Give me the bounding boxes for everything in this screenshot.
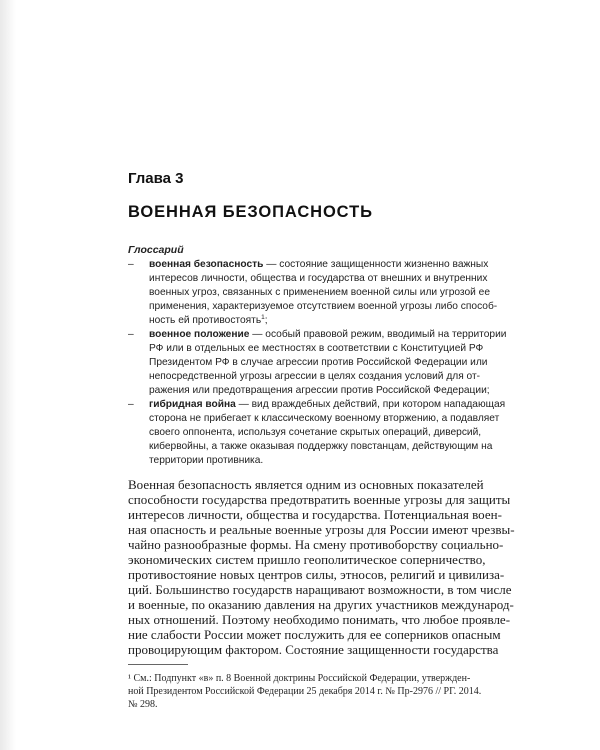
glossary-term: военная безопасность [149,259,264,270]
glossary-line: Президентом РФ в случае агрессии против Российской Федерации или [149,357,488,368]
body-line: провоцирующим фактором. Состояние защищенности государства [128,642,499,657]
glossary-term: военное положение [149,329,250,340]
glossary-line: применения, характеризуемое отсутствием военной угрозы либо способ- [149,301,498,312]
glossary-line: непосредственной угрозы агрессии в целях создания условий для от- [149,371,481,382]
glossary-line: ность ей противостоять$^1$; [149,314,268,326]
glossary-term: гибридная война [149,399,236,410]
chapter-title: ВОЕННАЯ БЕЗОПАСНОСТЬ [128,203,373,221]
body-line: ние слабости России может послужить для ее соперников опасным [128,627,501,642]
footnote-ref[interactable]: 1 [261,314,265,321]
glossary-line: сторона не прибегает к классическому военному вторжению, а подавляет [149,413,500,424]
glossary-heading: Глоссарий [128,244,184,256]
glossary-line: гибридная война — вид враждебных действий, при котором нападающая [149,399,506,410]
body-line: способности государства предотвратить военные угрозы для защиты [128,492,511,507]
glossary-line: своего оппонента, используя сочетание скрытых операций, диверсий, [149,427,482,438]
body-line: противостояние новых центров силы, этносов, религий и цивилиза- [128,567,505,582]
glossary-line: кибервойны, а также оказывая поддержку повстанцам, действующим на [149,441,493,452]
body-line: ных отношений. Поэтому необходимо понимать, что любое проявле- [128,612,511,627]
glossary-line: интересов личности, общества и государства от внешних и внутренних [149,273,488,284]
footnote-line: ной Президентом Российской Федерации 25 декабря 2014 г. № Пр-2976 // РГ. 2014. [128,686,482,697]
glossary-line: территории противника. [149,455,264,466]
body-line: чайно разнообразные формы. На смену противоборству социально- [128,537,504,552]
glossary-dash: – [128,399,134,410]
footnote-rule [128,664,188,665]
glossary-line: военное положение — особый правовой режим, вводимый на территории [149,329,507,340]
chapter-number: Глава 3 [128,170,184,187]
body-line: экономических систем пришло геополитическое соперничество, [128,552,486,567]
glossary-line: военная безопасность — состояние защищенности жизненно важных [149,259,489,270]
footnote-line: ¹ См.: Подпункт «в» п. 8 Военной доктрины Российской Федерации, утвержден- [128,673,471,684]
footnote-line: № 298. [128,699,158,710]
body-line: Военная безопасность является одним из основных показателей [128,477,484,492]
glossary-dash: – [128,329,134,340]
glossary-line: военных угроз, связанных с применением военной силы или угрозой ее [149,287,491,298]
body-line: и военные, по оказанию давления на других участников международ- [128,597,514,612]
scan-shadow [0,0,16,750]
body-line: интересов личности, общества и государства. Потенциальная воен- [128,507,502,522]
glossary-dash: – [128,259,134,270]
glossary-line: РФ или в отдельных ее местностях в соответствии с Конституцией РФ [149,343,484,354]
glossary-line: ражения или предотвращения агрессии против Российской Федерации; [149,385,490,396]
body-line: ций. Большинство государств наращивают возможности, в том числе [128,582,512,597]
body-line: ная опасность и реальные военные угрозы для России имеют чрезвы- [128,522,515,537]
